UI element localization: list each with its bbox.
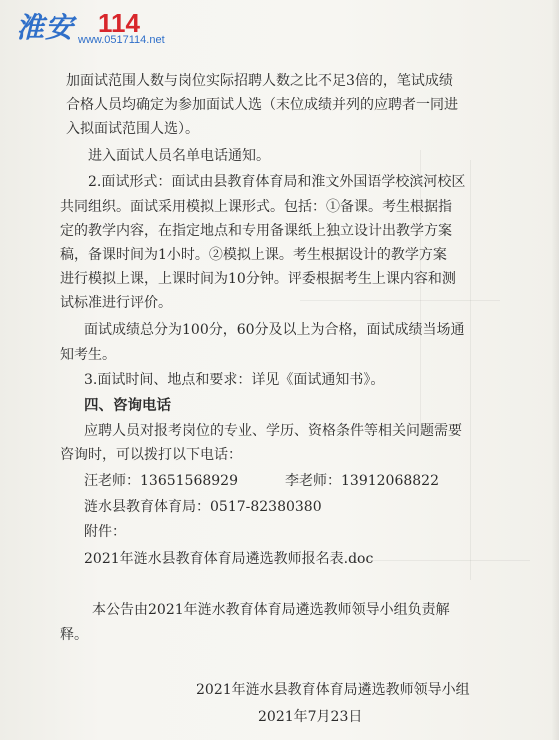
bleed-through-line	[420, 150, 421, 430]
closing-line: 本公告由2021年涟水教育体育局遴选教师领导小组负责解	[92, 602, 450, 618]
body-line: 试标准进行评价。	[60, 295, 172, 311]
attachment-file: 2021年涟水县教育体育局遴选教师报名表.doc	[84, 551, 374, 567]
body-line: 进行模拟上课，上课时间为10分钟。评委根据考生上课内容和测	[60, 271, 456, 287]
signature-org: 2021年涟水县教育体育局遴选教师领导小组	[196, 682, 470, 698]
contact-li: 李老师：13912068822	[285, 473, 439, 489]
body-line: 知考生。	[60, 347, 116, 363]
contact-bureau: 涟水县教育体育局：0517-82380380	[84, 499, 322, 515]
closing-line: 释。	[60, 627, 88, 643]
contact-wang: 汪老师：13651568929	[84, 473, 238, 489]
body-line: 进入面试人员名单电话通知。	[88, 148, 270, 164]
logo-url: www.0517114.net	[78, 34, 165, 46]
consult-line: 应聘人员对报考岗位的专业、学历、资格条件等相关问题需要	[84, 423, 462, 439]
section-heading: 四、咨询电话	[84, 398, 171, 414]
body-line: 合格人员均确定为参加面试人选（末位成绩并列的应聘者一同进	[66, 97, 458, 113]
body-line: 3.面试时间、地点和要求：详见《面试通知书》。	[84, 372, 385, 388]
attachment-label: 附件：	[84, 524, 126, 540]
body-line: 稿，备课时间为1小时。②模拟上课。考生根据设计的教学方案	[60, 247, 447, 263]
signature-date: 2021年7月23日	[258, 709, 363, 725]
scan-edge-shadow	[551, 0, 559, 740]
body-line: 共同组织。面试采用模拟上课形式。包括：①备课。考生根据指	[60, 199, 452, 215]
logo-brand-text: 淮安	[16, 11, 75, 44]
body-line: 加面试范围人数与岗位实际招聘人数之比不足3倍的，笔试成绩	[66, 73, 453, 89]
body-line: 2.面试形式：面试由县教育体育局和淮文外国语学校滨河校区	[88, 174, 466, 190]
site-logo	[12, 6, 192, 50]
body-line: 定的教学内容，在指定地点和专用备课纸上独立设计出教学方案	[60, 223, 452, 239]
logo-number: 114	[98, 8, 140, 38]
consult-line: 咨询时，可以拨打以下电话：	[60, 447, 242, 463]
body-line: 面试成绩总分为100分，60分及以上为合格，面试成绩当场通	[84, 322, 465, 338]
bleed-through-line	[300, 300, 500, 301]
body-line: 入拟面试范围人选）。	[66, 121, 199, 137]
bleed-through-line	[470, 160, 471, 580]
